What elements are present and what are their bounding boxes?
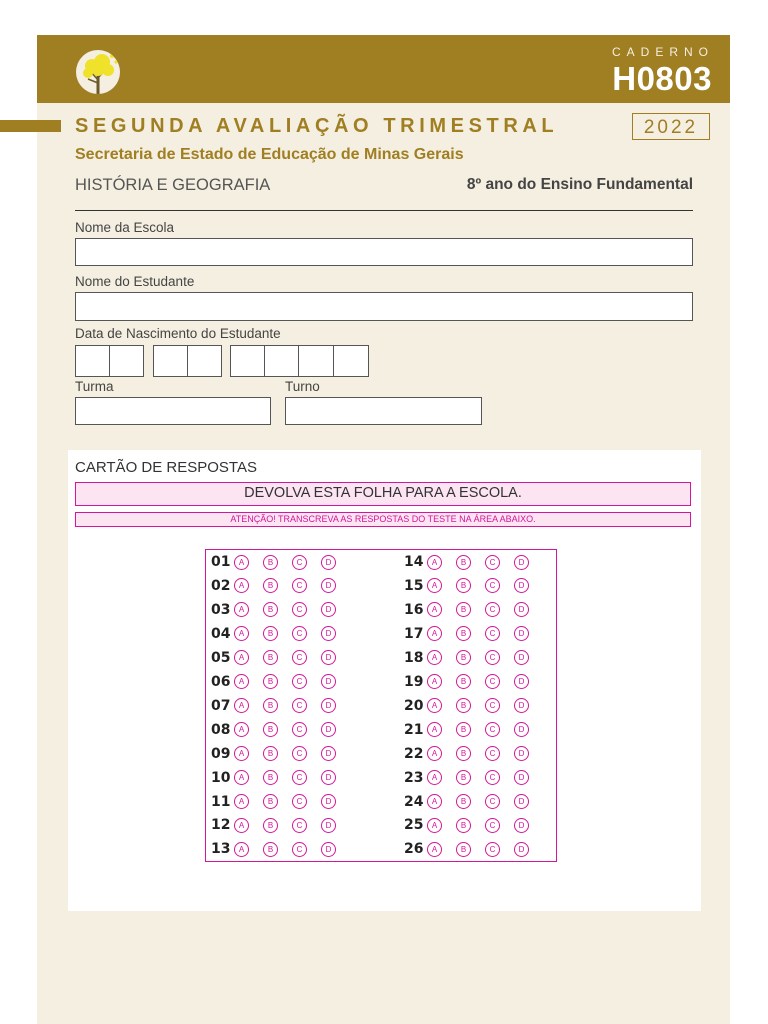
answer-bubble-b[interactable]: B xyxy=(456,698,471,713)
question-number: 21 xyxy=(404,721,424,738)
question-number: 14 xyxy=(404,554,424,570)
answer-row xyxy=(211,769,350,787)
answer-bubble-b[interactable]: B xyxy=(263,842,278,857)
answer-bubble-a[interactable]: A xyxy=(234,818,249,833)
answer-bubble-b[interactable]: B xyxy=(263,698,278,713)
answer-row xyxy=(404,625,543,643)
answer-bubble-a[interactable]: A xyxy=(427,650,442,665)
answer-bubble-b[interactable]: B xyxy=(456,818,471,833)
answer-bubble-a[interactable]: A xyxy=(427,578,442,593)
class-label: Turma xyxy=(75,379,114,394)
answer-bubble-d[interactable]: D xyxy=(514,555,529,570)
answer-bubble-d[interactable]: D xyxy=(514,722,529,737)
question-number: 23 xyxy=(404,769,424,786)
school-name-label: Nome da Escola xyxy=(75,220,175,235)
answer-bubble-c[interactable]: C xyxy=(485,626,500,641)
answer-bubble-b[interactable]: B xyxy=(456,746,471,761)
divider xyxy=(75,210,693,211)
answer-bubble-b[interactable]: B xyxy=(263,674,278,689)
answer-bubble-c[interactable]: C xyxy=(485,698,500,713)
answer-bubble-b[interactable]: B xyxy=(456,674,471,689)
answer-bubble-c[interactable]: C xyxy=(292,674,307,689)
answer-card-title: CARTÃO DE RESPOSTAS xyxy=(75,459,257,476)
birthdate-year-digit-2[interactable] xyxy=(264,345,299,377)
answer-bubble-a[interactable]: A xyxy=(234,842,249,857)
answer-bubble-b[interactable]: B xyxy=(456,722,471,737)
answer-bubble-d[interactable]: D xyxy=(514,818,529,833)
answer-bubble-a[interactable]: A xyxy=(234,698,249,713)
answer-row xyxy=(404,697,543,715)
answer-row xyxy=(211,816,350,834)
question-number: 26 xyxy=(404,841,424,858)
answer-bubble-b[interactable]: B xyxy=(263,626,278,641)
answer-bubble-c[interactable]: C xyxy=(292,818,307,833)
answer-bubble-d[interactable]: D xyxy=(514,626,529,641)
answer-row xyxy=(211,625,350,643)
question-number: 22 xyxy=(404,745,424,762)
answer-bubble-a[interactable]: A xyxy=(234,578,249,593)
answer-bubble-b[interactable]: B xyxy=(456,555,471,570)
answer-bubble-b[interactable]: B xyxy=(263,722,278,737)
answer-bubble-c[interactable]: C xyxy=(485,842,500,857)
answer-bubble-c[interactable]: C xyxy=(292,626,307,641)
birthdate-year-digit-3[interactable] xyxy=(298,345,334,377)
question-number: 01 xyxy=(211,554,231,570)
question-number: 06 xyxy=(211,673,231,690)
side-accent-bar xyxy=(0,120,61,132)
answer-bubble-d[interactable]: D xyxy=(514,578,529,593)
answer-row xyxy=(211,745,350,763)
answer-row xyxy=(404,649,543,667)
answer-bubble-b[interactable]: B xyxy=(263,555,278,570)
answer-row xyxy=(211,721,350,739)
question-number: 02 xyxy=(211,577,231,594)
answer-bubble-d[interactable]: D xyxy=(514,746,529,761)
answer-bubble-b[interactable]: B xyxy=(263,650,278,665)
answer-row xyxy=(404,745,543,763)
question-number: 11 xyxy=(211,793,231,810)
answer-bubble-c[interactable]: C xyxy=(485,722,500,737)
answer-bubble-d[interactable]: D xyxy=(321,626,336,641)
birthdate-year-digit-4[interactable] xyxy=(333,345,369,377)
question-number: 18 xyxy=(404,649,424,666)
answer-bubble-b[interactable]: B xyxy=(456,842,471,857)
answer-row xyxy=(404,769,543,787)
student-name-field[interactable] xyxy=(75,292,693,321)
answer-bubble-d[interactable]: D xyxy=(321,698,336,713)
answer-bubble-b[interactable]: B xyxy=(263,602,278,617)
birthdate-month-digit-1[interactable] xyxy=(153,345,188,377)
answer-bubble-d[interactable]: D xyxy=(321,555,336,570)
birthdate-year-digit-1[interactable] xyxy=(230,345,265,377)
answer-bubble-a[interactable]: A xyxy=(234,770,249,785)
answer-bubble-a[interactable]: A xyxy=(234,722,249,737)
tree-logo-icon xyxy=(76,50,120,94)
answer-bubble-a[interactable]: A xyxy=(427,794,442,809)
birthdate-day-digit-1[interactable] xyxy=(75,345,110,377)
answer-row xyxy=(404,553,543,571)
answer-bubble-c[interactable]: C xyxy=(292,698,307,713)
answer-row xyxy=(404,816,543,834)
answer-row xyxy=(211,673,350,691)
answer-bubble-a[interactable]: A xyxy=(427,602,442,617)
answer-bubble-a[interactable]: A xyxy=(427,842,442,857)
answer-grid xyxy=(205,549,557,862)
answer-bubble-c[interactable]: C xyxy=(485,650,500,665)
answer-bubble-d[interactable]: D xyxy=(514,770,529,785)
question-number: 17 xyxy=(404,625,424,642)
page-title: SEGUNDA AVALIAÇÃO TRIMESTRAL xyxy=(75,115,559,137)
answer-bubble-c[interactable]: C xyxy=(485,602,500,617)
class-field[interactable] xyxy=(75,397,271,425)
question-number: 09 xyxy=(211,745,231,762)
answer-row xyxy=(404,793,543,811)
caderno-code: H0803 xyxy=(612,60,712,97)
answer-bubble-b[interactable]: B xyxy=(263,578,278,593)
shift-field[interactable] xyxy=(285,397,482,425)
answer-bubble-a[interactable]: A xyxy=(427,746,442,761)
grade-label: 8º ano do Ensino Fundamental xyxy=(466,176,693,193)
question-number: 13 xyxy=(211,841,231,858)
question-number: 25 xyxy=(404,817,424,834)
answer-bubble-c[interactable]: C xyxy=(485,770,500,785)
secretaria-subtitle: Secretaria de Estado de Educação de Minas Gerais xyxy=(75,146,464,163)
answer-bubble-c[interactable]: C xyxy=(292,602,307,617)
school-name-field[interactable] xyxy=(75,238,693,266)
answer-bubble-c[interactable]: C xyxy=(485,746,500,761)
birthdate-label: Data de Nascimento do Estudante xyxy=(75,326,281,341)
question-number: 12 xyxy=(211,817,231,834)
answer-bubble-c[interactable]: C xyxy=(292,794,307,809)
answer-bubble-c[interactable]: C xyxy=(485,578,500,593)
answer-bubble-c[interactable]: C xyxy=(292,555,307,570)
answer-row xyxy=(404,673,543,691)
answer-bubble-a[interactable]: A xyxy=(234,746,249,761)
answer-bubble-d[interactable]: D xyxy=(514,602,529,617)
answer-bubble-a[interactable]: A xyxy=(427,818,442,833)
answer-bubble-d[interactable]: D xyxy=(321,746,336,761)
question-number: 10 xyxy=(211,769,231,786)
answer-row xyxy=(211,840,350,858)
answer-bubble-d[interactable]: D xyxy=(321,794,336,809)
answer-bubble-d[interactable]: D xyxy=(514,698,529,713)
answer-bubble-b[interactable]: B xyxy=(263,746,278,761)
answer-row xyxy=(211,793,350,811)
answer-row xyxy=(211,553,350,571)
answer-bubble-a[interactable]: A xyxy=(427,555,442,570)
return-notice: DEVOLVA ESTA FOLHA PARA A ESCOLA. xyxy=(75,482,691,506)
answer-bubble-c[interactable]: C xyxy=(292,722,307,737)
question-number: 19 xyxy=(404,673,424,690)
question-number: 03 xyxy=(211,601,231,618)
answer-bubble-d[interactable]: D xyxy=(514,674,529,689)
answer-bubble-b[interactable]: B xyxy=(456,770,471,785)
answer-bubble-a[interactable]: A xyxy=(427,674,442,689)
answer-bubble-d[interactable]: D xyxy=(321,722,336,737)
answer-bubble-c[interactable]: C xyxy=(292,746,307,761)
answer-bubble-d[interactable]: D xyxy=(514,650,529,665)
question-number: 16 xyxy=(404,601,424,618)
answer-bubble-c[interactable]: C xyxy=(485,794,500,809)
answer-row xyxy=(404,721,543,739)
answer-row xyxy=(404,601,543,619)
answer-bubble-b[interactable]: B xyxy=(263,794,278,809)
answer-bubble-c[interactable]: C xyxy=(292,842,307,857)
transcribe-warning: ATENÇÃO! TRANSCREVA AS RESPOSTAS DO TESTE NA ÁREA ABAIXO. xyxy=(75,512,691,527)
answer-row xyxy=(404,840,543,858)
student-name-label: Nome do Estudante xyxy=(75,274,195,289)
answer-bubble-a[interactable]: A xyxy=(234,674,249,689)
answer-row xyxy=(404,577,543,595)
answer-bubble-a[interactable]: A xyxy=(427,722,442,737)
answer-row xyxy=(211,697,350,715)
answer-bubble-a[interactable]: A xyxy=(234,650,249,665)
answer-bubble-b[interactable]: B xyxy=(456,626,471,641)
answer-bubble-a[interactable]: A xyxy=(427,626,442,641)
answer-bubble-d[interactable]: D xyxy=(321,818,336,833)
answer-bubble-a[interactable]: A xyxy=(427,698,442,713)
shift-label: Turno xyxy=(285,379,320,394)
answer-row xyxy=(211,649,350,667)
answer-row xyxy=(211,601,350,619)
answer-bubble-d[interactable]: D xyxy=(321,842,336,857)
answer-bubble-d[interactable]: D xyxy=(321,674,336,689)
answer-bubble-d[interactable]: D xyxy=(321,578,336,593)
answer-bubble-a[interactable]: A xyxy=(234,602,249,617)
answer-bubble-b[interactable]: B xyxy=(456,650,471,665)
answer-bubble-a[interactable]: A xyxy=(234,794,249,809)
question-number: 20 xyxy=(404,697,424,714)
answer-bubble-c[interactable]: C xyxy=(292,578,307,593)
question-number: 15 xyxy=(404,577,424,594)
answer-row xyxy=(211,577,350,595)
year-badge: 2022 xyxy=(632,113,710,140)
answer-bubble-a[interactable]: A xyxy=(234,626,249,641)
answer-bubble-c[interactable]: C xyxy=(485,818,500,833)
answer-bubble-c[interactable]: C xyxy=(292,650,307,665)
answer-bubble-d[interactable]: D xyxy=(321,602,336,617)
question-number: 24 xyxy=(404,793,424,810)
answer-bubble-d[interactable]: D xyxy=(321,770,336,785)
answer-bubble-c[interactable]: C xyxy=(292,770,307,785)
subject-label: HISTÓRIA E GEOGRAFIA xyxy=(75,176,271,194)
question-number: 04 xyxy=(211,625,231,642)
answer-bubble-b[interactable]: B xyxy=(263,770,278,785)
caderno-label: CADERNO xyxy=(611,45,714,59)
answer-bubble-d[interactable]: D xyxy=(514,842,529,857)
answer-bubble-b[interactable]: B xyxy=(456,794,471,809)
answer-bubble-b[interactable]: B xyxy=(456,578,471,593)
answer-bubble-b[interactable]: B xyxy=(456,602,471,617)
birthdate-day-digit-2[interactable] xyxy=(109,345,144,377)
answer-bubble-d[interactable]: D xyxy=(321,650,336,665)
question-number: 07 xyxy=(211,697,231,714)
answer-bubble-a[interactable]: A xyxy=(427,770,442,785)
answer-bubble-c[interactable]: C xyxy=(485,674,500,689)
answer-bubble-c[interactable]: C xyxy=(485,555,500,570)
question-number: 08 xyxy=(211,721,231,738)
birthdate-month-digit-2[interactable] xyxy=(187,345,222,377)
question-number: 05 xyxy=(211,649,231,666)
answer-bubble-d[interactable]: D xyxy=(514,794,529,809)
answer-bubble-b[interactable]: B xyxy=(263,818,278,833)
answer-bubble-a[interactable]: A xyxy=(234,555,249,570)
